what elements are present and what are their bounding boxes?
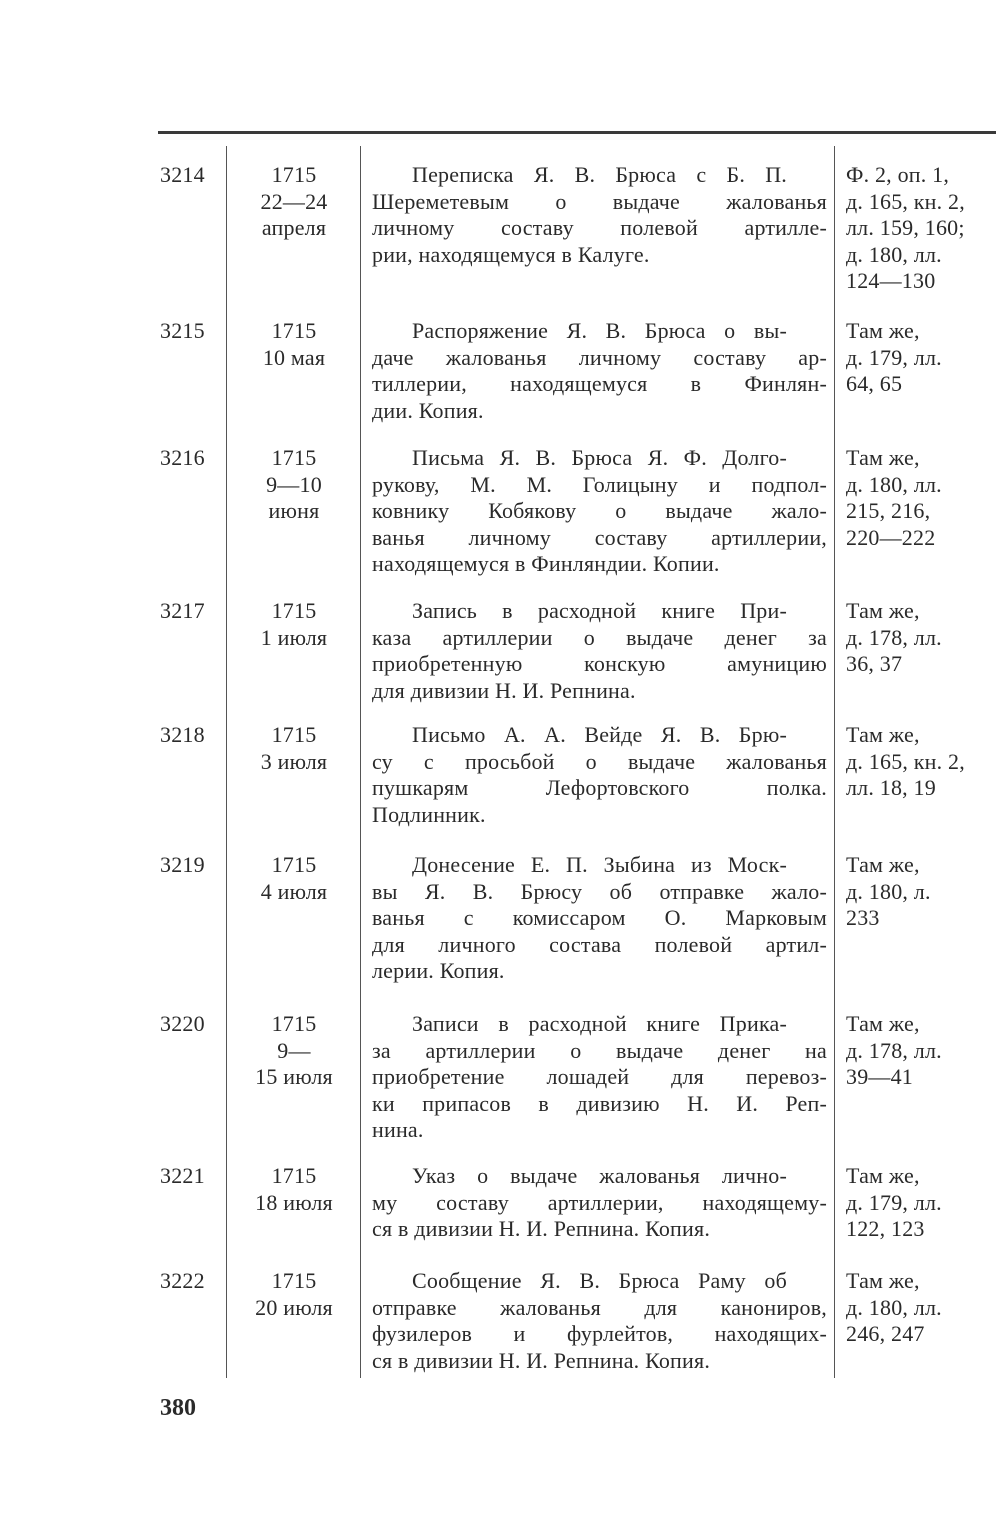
column-divider: [226, 146, 227, 1378]
entry-description-line: Переписка Я. В. Брюса с Б. П.: [412, 162, 787, 187]
entry-reference-line: д. 180, лл.: [846, 1294, 942, 1320]
entry-date-line: 4 июля: [260, 878, 328, 904]
entry-date-line: 22—24: [260, 188, 328, 214]
entry-description-line: ковнику Кобякову о выдаче жало-: [372, 498, 827, 523]
entry-reference-line: Там же,: [846, 722, 920, 747]
entry-description-line: отправке жалованья для канониров,: [372, 1294, 827, 1320]
entry-date: [232, 318, 356, 371]
entry-description-line: му составу артиллерии, находящему-: [372, 1189, 827, 1215]
entry-description-line: фузилеров и фурлейтов, находящих-: [372, 1321, 827, 1346]
column-divider: [360, 146, 361, 1378]
entry-description-line: Шереметевым о выдаче жалованья: [372, 188, 827, 214]
entry-reference: [846, 445, 996, 551]
entry-reference: [846, 598, 996, 678]
entry-description: [372, 445, 827, 578]
entry-reference-line: 233: [846, 905, 880, 930]
entry-reference-line: д. 180, лл.: [846, 471, 942, 497]
entry-description: [372, 598, 827, 704]
column-divider: [834, 146, 835, 1378]
entry-reference: [846, 1268, 996, 1348]
entry-reference-line: Там же,: [846, 1163, 920, 1188]
entry-description: [372, 1163, 827, 1243]
entry-description-line: Письмо А. А. Вейде Я. В. Брю-: [412, 722, 787, 747]
entry-description: [372, 1011, 827, 1144]
entry-description: [372, 722, 827, 828]
entry-date-line: 1715: [271, 598, 317, 623]
entry-description-line: ванья личному составу артиллерии,: [372, 524, 827, 550]
entry-reference: [846, 722, 996, 802]
entry-description-line: для дивизии Н. И. Репнина.: [372, 677, 636, 703]
entry-number: 3214: [160, 162, 205, 187]
entry-number: 3216: [160, 445, 205, 470]
entry-reference-line: д. 179, лл.: [846, 344, 942, 370]
entry-description: [372, 852, 827, 985]
entry-description-line: Донесение Е. П. Зыбина из Моск-: [412, 852, 787, 877]
entry-date-line: 18 июля: [255, 1189, 333, 1215]
entry-reference: [846, 1163, 996, 1243]
entry-reference-line: Ф. 2, оп. 1,: [846, 162, 950, 187]
entry-date-line: 1715: [271, 162, 317, 187]
entry-reference: [846, 1011, 996, 1091]
entry-reference-line: лл. 159, 160;: [846, 215, 965, 240]
entry-description-line: дии. Копия.: [372, 397, 484, 423]
entry-date: [232, 598, 356, 651]
entry-description-line: Запись в расходной книге При-: [412, 598, 787, 623]
entry-number: 3218: [160, 722, 205, 747]
entry-description-line: за артиллерии о выдаче денег на: [372, 1037, 827, 1063]
entry-reference-line: д. 179, лл.: [846, 1189, 942, 1215]
entry-reference-line: 124—130: [846, 268, 936, 293]
entry-description-line: тиллерии, находящемуся в Финлян-: [372, 371, 827, 396]
entry-reference-line: д. 180, лл.: [846, 241, 942, 267]
entry-date-line: 10 мая: [262, 344, 326, 370]
entry-reference-line: Там же,: [846, 318, 920, 343]
entry-date-line: 9—10: [266, 471, 322, 497]
entry-number: 3222: [160, 1268, 205, 1293]
entry-description-line: ся в дивизии Н. И. Репнина. Копия.: [372, 1216, 711, 1241]
entry-description-line: Распоряжение Я. В. Брюса о вы-: [412, 318, 787, 343]
header-rule: [158, 131, 996, 134]
entry-description-line: Сообщение Я. В. Брюса Раму об: [412, 1268, 787, 1293]
entry-description: [372, 162, 827, 268]
entry-reference-line: 122, 123: [846, 1216, 925, 1241]
entry-reference-line: д. 165, кн. 2,: [846, 188, 965, 214]
entry-description-line: Письма Я. В. Брюса Я. Ф. Долго-: [412, 445, 787, 470]
entry-description-line: ванья с комиссаром О. Марковым: [372, 905, 827, 930]
entry-date-line: 20 июля: [255, 1294, 333, 1320]
entry-description-line: пушкарям Лефортовского полка.: [372, 775, 827, 800]
entry-description-line: приобретение лошадей для перевоз-: [372, 1064, 827, 1089]
entry-reference-line: д. 178, лл.: [846, 624, 942, 650]
entry-date-line: 15 июля: [255, 1064, 333, 1089]
entry-date: [232, 1268, 356, 1321]
entry-date: [232, 1163, 356, 1216]
entry-description: [372, 1268, 827, 1374]
entry-reference-line: Там же,: [846, 1268, 920, 1293]
entry-date-line: 1715: [271, 318, 317, 343]
entry-description-line: рукову, М. М. Голицыну и подпол-: [372, 471, 827, 497]
entry-reference-line: Там же,: [846, 852, 920, 877]
entry-date: [232, 1011, 356, 1091]
entry-date: [232, 445, 356, 525]
entry-description-line: рии, находящемуся в Калуге.: [372, 241, 650, 267]
entry-number: 3221: [160, 1163, 205, 1188]
entry-description-line: личному составу полевой артилле-: [372, 215, 827, 240]
entry-description-line: для личного состава полевой артил-: [372, 931, 827, 957]
entry-date-line: 9—: [277, 1037, 311, 1063]
entry-date-line: июня: [268, 498, 320, 523]
entry-description-line: су с просьбой о выдаче жалованья: [372, 748, 827, 774]
entry-number: 3217: [160, 598, 205, 623]
entry-reference-line: д. 165, кн. 2,: [846, 748, 965, 774]
entry-reference-line: 215, 216,: [846, 498, 931, 523]
entry-reference-line: лл. 18, 19: [846, 775, 936, 800]
entry-reference: [846, 852, 996, 932]
entry-date-line: 3 июля: [260, 748, 328, 774]
entry-reference-line: 220—222: [846, 524, 936, 550]
entry-description-line: лерии. Копия.: [372, 958, 505, 983]
entry-number: 3220: [160, 1011, 205, 1036]
page-number: 380: [160, 1395, 196, 1421]
entry-reference-line: д. 178, лл.: [846, 1037, 942, 1063]
entry-date: [232, 162, 356, 242]
entry-description: [372, 318, 827, 424]
entry-description-line: ся в дивизии Н. И. Репнина. Копия.: [372, 1347, 711, 1373]
entry-date-line: 1715: [271, 1011, 317, 1036]
entry-reference-line: 36, 37: [846, 651, 903, 676]
entry-date-line: 1715: [271, 1268, 317, 1293]
entry-reference-line: 64, 65: [846, 371, 903, 396]
entry-reference-line: Там же,: [846, 598, 920, 623]
entry-reference-line: Там же,: [846, 1011, 920, 1036]
entry-description-line: Записи в расходной книге Прика-: [412, 1011, 787, 1036]
entry-reference-line: д. 180, л.: [846, 878, 931, 904]
entry-description-line: приобретенную конскую амуницию: [372, 651, 827, 676]
entry-description-line: Подлинник.: [372, 801, 486, 827]
entry-description-line: нина.: [372, 1117, 424, 1142]
entry-description-line: ки припасов в дивизию Н. И. Реп-: [372, 1090, 827, 1116]
entry-reference-line: Там же,: [846, 445, 920, 470]
entry-date: [232, 852, 356, 905]
entry-date-line: 1 июля: [260, 624, 328, 650]
entry-description-line: вы Я. В. Брюсу об отправке жало-: [372, 878, 827, 904]
entry-description-line: даче жалованья личному составу ар-: [372, 344, 827, 370]
entry-description-line: Указ о выдаче жалованья лично-: [412, 1163, 787, 1188]
entry-date-line: 1715: [271, 722, 317, 747]
entry-date: [232, 722, 356, 775]
entry-date-line: 1715: [271, 445, 317, 470]
entry-description-line: каза артиллерии о выдаче денег за: [372, 624, 827, 650]
entry-date-line: 1715: [271, 1163, 317, 1188]
entry-date-line: 1715: [271, 852, 317, 877]
entry-reference: [846, 318, 996, 398]
entry-number: 3219: [160, 852, 205, 877]
entry-reference: [846, 162, 996, 295]
entry-description-line: находящемуся в Финляндии. Копии.: [372, 551, 720, 576]
entry-number: 3215: [160, 318, 205, 343]
entry-date-line: апреля: [261, 215, 327, 240]
entry-reference-line: 39—41: [846, 1064, 913, 1089]
entry-reference-line: 246, 247: [846, 1321, 925, 1346]
